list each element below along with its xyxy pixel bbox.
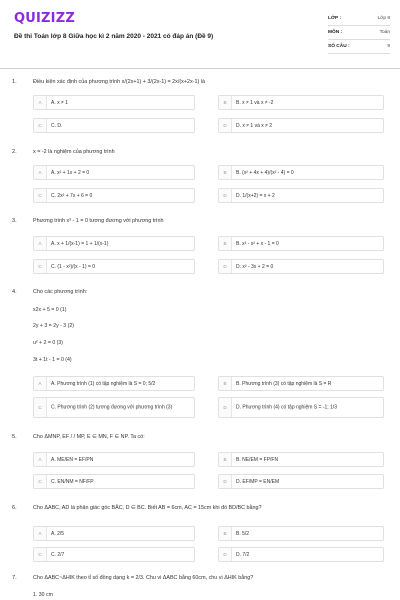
- option-text: D. x² - 3x + 2 = 0: [236, 263, 274, 270]
- option-b[interactable]: [218, 165, 384, 180]
- option-text: C. Phương trình (2) tương đương với phương trình (3): [51, 404, 173, 410]
- question-number: 4.: [12, 289, 17, 295]
- option-c[interactable]: [33, 397, 195, 418]
- option-letter: A: [34, 96, 47, 109]
- option-text: D. 1/(x+2) = x + 2: [236, 192, 275, 199]
- option-d[interactable]: [218, 259, 384, 274]
- option-a[interactable]: [33, 236, 195, 251]
- option-letter: D: [219, 189, 232, 202]
- info-value: Lớp 8: [377, 16, 390, 21]
- option-letter: C: [34, 260, 47, 273]
- question-text: Phương trình x³ - 1 = 0 tương đương với phương trình: [33, 218, 164, 224]
- info-box: [328, 12, 390, 54]
- option-letter: A: [34, 377, 47, 390]
- option-text: D. 7/2: [236, 551, 250, 558]
- option-text: D. Phương trình (4) có tập nghiệm S = -1; 1/3: [236, 404, 337, 410]
- info-label: MÔN :: [328, 30, 343, 35]
- option-letter: B: [219, 166, 232, 179]
- option-text: B. (x² + 4x + 4)/(x² - 4) = 0: [236, 169, 294, 176]
- option-letter: A: [34, 527, 47, 540]
- option-d[interactable]: [218, 547, 384, 562]
- option-text: A. x ≠ 1: [51, 99, 68, 106]
- option-c[interactable]: [33, 259, 195, 274]
- option-d[interactable]: [218, 397, 384, 418]
- option-text: B. x³ - x² + x - 1 = 0: [236, 240, 279, 247]
- option-letter: D: [219, 260, 232, 273]
- option-b[interactable]: [218, 95, 384, 110]
- option-d[interactable]: [218, 188, 384, 203]
- option-text: A. ME/EN = EF/PN: [51, 456, 94, 463]
- option-letter: D: [219, 398, 232, 417]
- info-value: Toán: [379, 30, 390, 35]
- question-number: 5.: [12, 434, 17, 440]
- option-text: A. Phương trình (1) có tập nghiệm là S = 0; 5/2: [51, 380, 156, 387]
- option-letter: D: [219, 119, 232, 132]
- info-row-subject: [328, 26, 390, 40]
- question-number: 7.: [12, 575, 17, 581]
- option-letter: A: [34, 237, 47, 250]
- question-text: Điều kiện xác định của phương trình x/(2x+1) + 3/(2x-1) = 2x/(x+2x-1) là: [33, 79, 205, 85]
- option-letter: C: [34, 119, 47, 132]
- question-number: 1.: [12, 79, 17, 85]
- question-text: Cho ΔABC~ΔHIK theo tỉ số đồng dạng k = 2/3. Chu vi ΔABC bằng 60cm, chu vi ΔHIK bằng?: [33, 575, 254, 581]
- option-letter: B: [219, 237, 232, 250]
- equation-line: x2x + 5 = 0 (1): [33, 307, 67, 313]
- option-d[interactable]: [218, 118, 384, 133]
- option-text: C. (1 - x²)/(x - 1) = 0: [51, 263, 96, 270]
- option-b[interactable]: [218, 236, 384, 251]
- option-text: C. 2x² + 7x + 6 = 0: [51, 192, 93, 199]
- question-text: x = -2 là nghiệm của phương trình: [33, 149, 115, 155]
- equation-line: 2y + 3 = 2y - 3 (2): [33, 323, 74, 329]
- option-c[interactable]: [33, 118, 195, 133]
- option-letter: B: [219, 96, 232, 109]
- option-c[interactable]: [33, 474, 195, 489]
- info-label: LỚP :: [328, 16, 342, 21]
- question-text: Cho ΔMNP, EF / / MP, E ∈ MN, F ∈ NP. Ta có:: [33, 434, 145, 440]
- option-text: D. EF/MP = EN/EM: [236, 478, 280, 485]
- option-text: D. x ≠ 1 và x ≠ 2: [236, 122, 273, 129]
- option-text: B. 5/2: [236, 530, 250, 537]
- option-text: A. x + 1/(x-1) = 1 + 1/(x-1): [51, 240, 109, 247]
- question-text: Cho ΔABC, AD là phân giác góc BÂC, D ∈ BC. Biết AB = 6cm, AC = 15cm khi đó BD/BC bằng?: [33, 505, 262, 511]
- option-a[interactable]: [33, 95, 195, 110]
- option-text: A. x² + 1x + 2 = 0: [51, 169, 90, 176]
- option-letter: D: [219, 475, 232, 488]
- answer-line: 1. 30 cm: [33, 592, 53, 598]
- option-b[interactable]: [218, 452, 384, 467]
- question-number: 6.: [12, 505, 17, 511]
- header-divider: [0, 68, 400, 69]
- option-c[interactable]: [33, 547, 195, 562]
- option-letter: A: [34, 453, 47, 466]
- option-d[interactable]: [218, 474, 384, 489]
- equation-line: u² + 2 = 0 (3): [33, 340, 63, 346]
- option-text: C. EN/NM = NF/FP: [51, 478, 94, 485]
- option-b[interactable]: [218, 376, 384, 391]
- option-letter: D: [219, 548, 232, 561]
- option-letter: C: [34, 189, 47, 202]
- question-number: 2.: [12, 149, 17, 155]
- option-b[interactable]: [218, 526, 384, 541]
- option-letter: B: [219, 377, 232, 390]
- option-a[interactable]: [33, 452, 195, 467]
- question-text: Cho các phương trình:: [33, 289, 88, 295]
- info-row-class: [328, 12, 390, 26]
- option-letter: C: [34, 548, 47, 561]
- option-text: C. D.: [51, 122, 63, 129]
- quizizz-logo: QUIZIZZ: [14, 11, 75, 26]
- option-letter: C: [34, 398, 47, 417]
- option-text: A. 2/5: [51, 530, 65, 537]
- equation-line: 3t + 1t - 1 = 0 (4): [33, 357, 72, 363]
- option-a[interactable]: [33, 165, 195, 180]
- option-a[interactable]: [33, 526, 195, 541]
- info-value: 9: [387, 44, 390, 49]
- info-label: SỐ CÂU :: [328, 44, 350, 49]
- option-letter: A: [34, 166, 47, 179]
- option-letter: B: [219, 527, 232, 540]
- option-a[interactable]: [33, 376, 195, 391]
- option-text: B. NE/EM = FP/FN: [236, 456, 279, 463]
- option-text: B. Phương trình (3) có tập nghiệm là S = R: [236, 380, 332, 387]
- option-letter: B: [219, 453, 232, 466]
- option-c[interactable]: [33, 188, 195, 203]
- option-letter: C: [34, 475, 47, 488]
- info-row-count: [328, 40, 390, 54]
- option-text: C. 2/7: [51, 551, 65, 558]
- page-title: Đề thi Toán lớp 8 Giữa học kì 2 năm 2020 - 2021 có đáp án (Đề 9): [14, 33, 214, 40]
- option-text: B. x ≠ 1 và x ≠ -2: [236, 99, 274, 106]
- question-number: 3.: [12, 218, 17, 224]
